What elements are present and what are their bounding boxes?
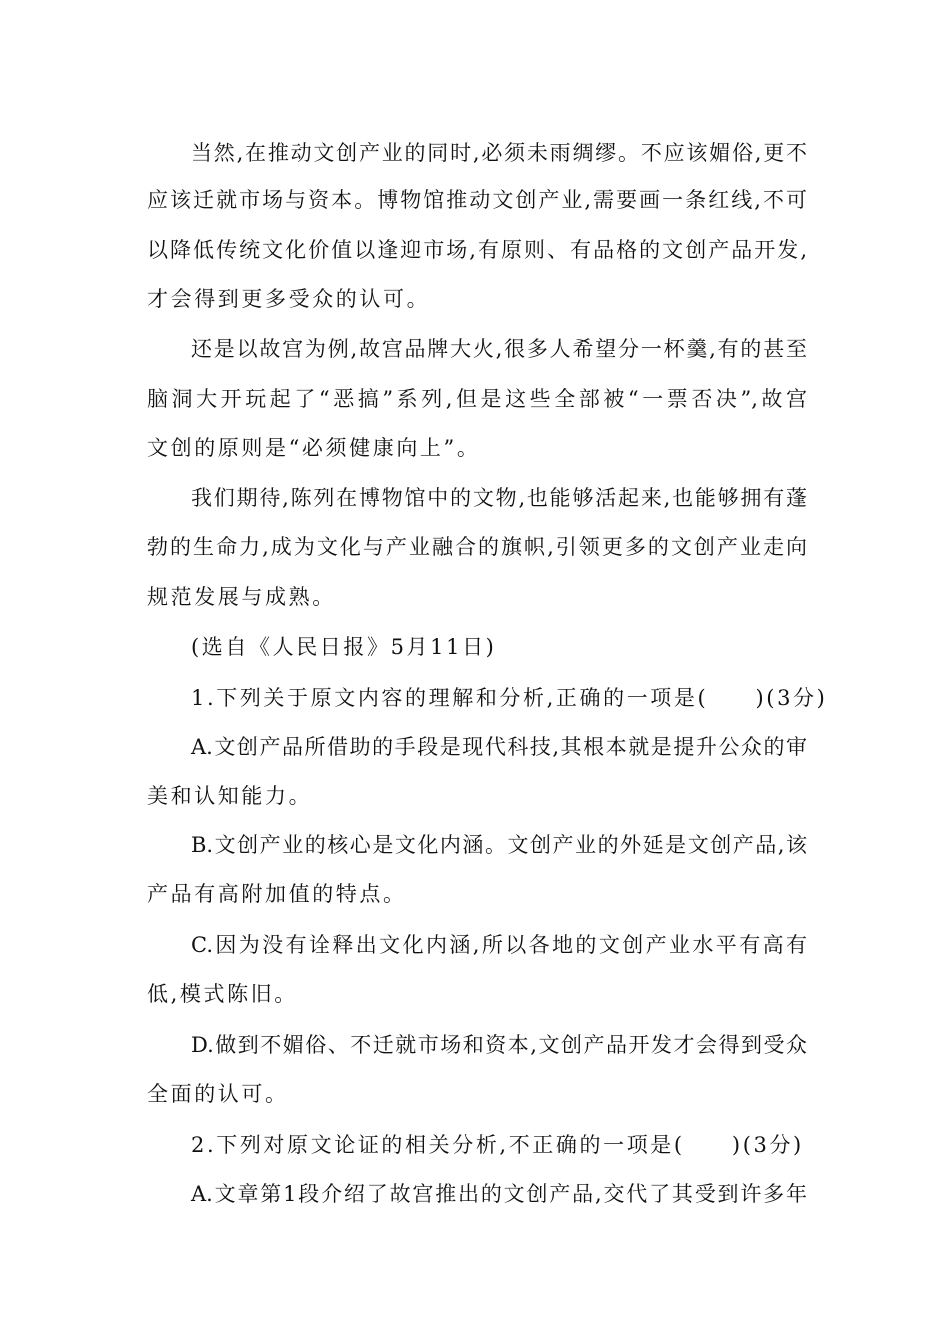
text-line: 我们期待,陈列在博物馆中的文物,也能够活起来,也能够拥有蓬 [191, 486, 807, 510]
text-line: 全面的认可。 [147, 1082, 289, 1106]
option-d: D.做到不媚俗、不迁就市场和资本,文创产品开发才会得到受众 [191, 1033, 807, 1057]
text-line: 还是以故宫为例,故宫品牌大火,很多人希望分一杯羹,有的甚至 [191, 337, 807, 361]
option-a: A.文创产品所借助的手段是现代科技,其根本就是提升公众的审 [191, 735, 807, 759]
text-line: 文创的原则是“必须健康向上”。 [147, 436, 481, 460]
text-line: 勃的生命力,成为文化与产业融合的旗帜,引领更多的文创产业走向 [147, 535, 807, 559]
option-a: A.文章第1段介绍了故宫推出的文创产品,交代了其受到许多年 [191, 1182, 807, 1206]
text-line: 美和认知能力。 [147, 784, 313, 808]
text-line: 以降低传统文化价值以逢迎市场,有原则、有品格的文创产品开发, [147, 238, 807, 262]
source-citation: (选自《人民日报》5月11日) [191, 635, 497, 659]
question-2: 2.下列对原文论证的相关分析,不正确的一项是( )(3分) [191, 1133, 804, 1157]
option-b: B.文创产业的核心是文化内涵。文创产业的外延是文创产品,该 [191, 833, 807, 857]
question-1: 1.下列关于原文内容的理解和分析,正确的一项是( )(3分) [191, 686, 828, 710]
option-c: C.因为没有诠释出文化内涵,所以各地的文创产业水平有高有 [191, 933, 807, 957]
text-line: 产品有高附加值的特点。 [147, 882, 407, 906]
text-line: 脑洞大开玩起了“恶搞”系列,但是这些全部被“一票否决”,故宫 [147, 387, 807, 411]
text-line: 当然,在推动文创产业的同时,必须未雨绸缪。不应该媚俗,更不 [191, 141, 807, 165]
text-line: 规范发展与成熟。 [147, 585, 336, 609]
text-line: 应该迁就市场与资本。博物馆推动文创产业,需要画一条红线,不可 [147, 188, 807, 212]
text-line: 才会得到更多受众的认可。 [147, 287, 431, 311]
text-line: 低,模式陈旧。 [147, 982, 298, 1006]
